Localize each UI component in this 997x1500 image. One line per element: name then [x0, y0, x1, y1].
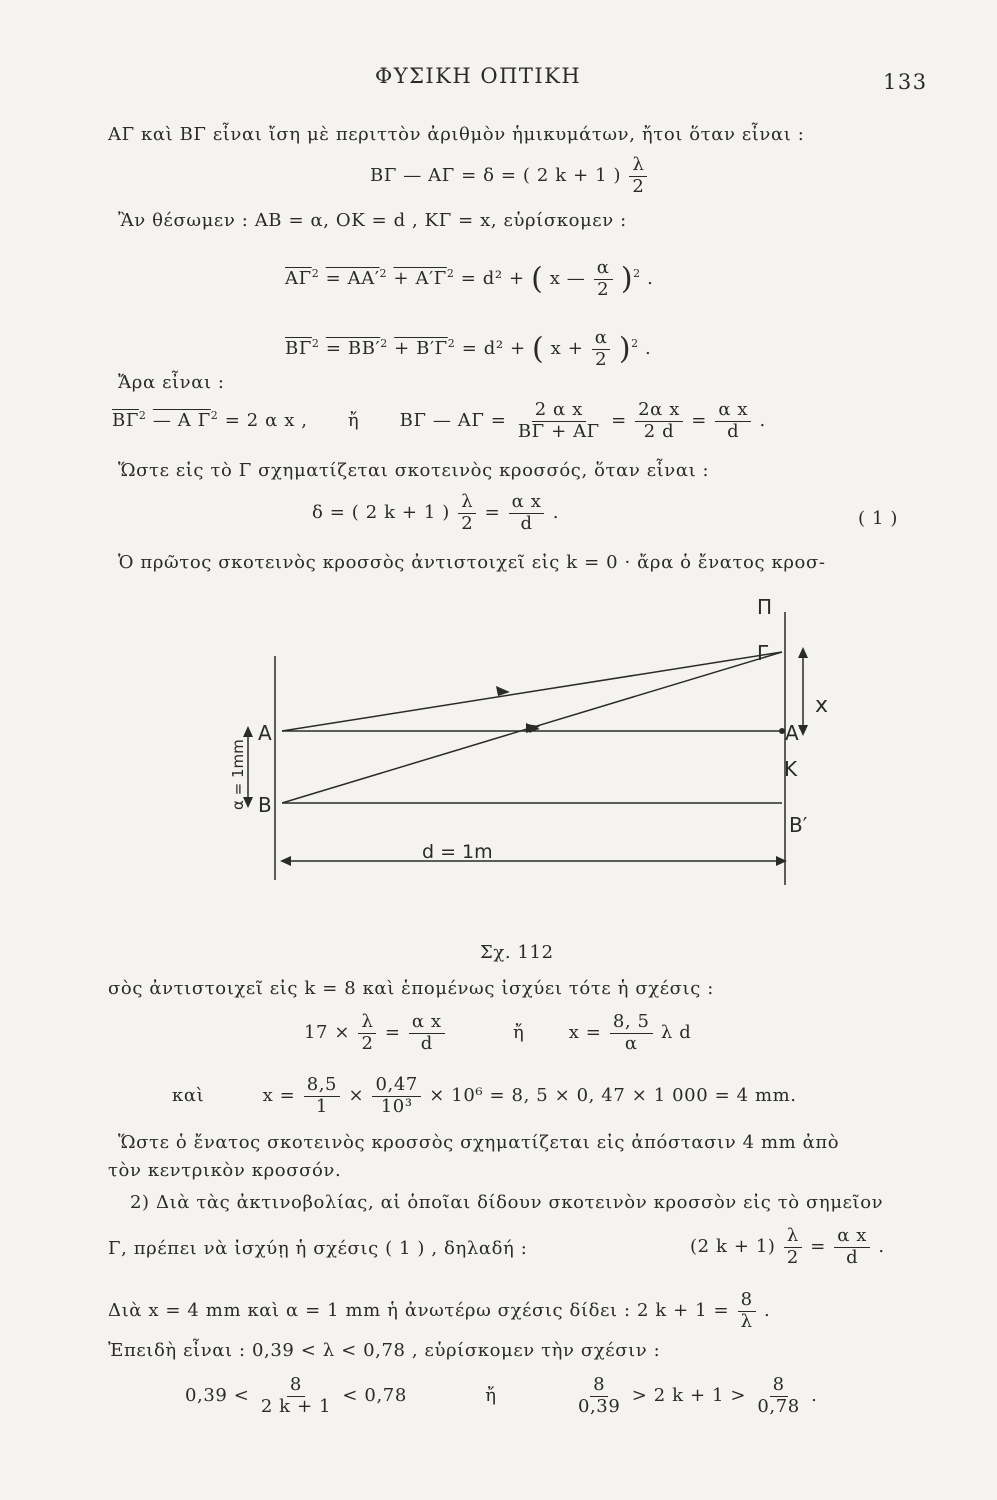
- label-a-prime: A′: [785, 721, 804, 745]
- eq-part: 17 ×: [304, 1022, 351, 1044]
- numerator: 2α x: [635, 400, 683, 422]
- numerator: 8: [287, 1375, 305, 1397]
- equation-2: $\overline{A\Gamma}^2 = AA'^2 + A'\Gamma^2 = d^2$ + ( x — $\frac{\alpha}{2}$ )$^2$ .: [285, 257, 654, 300]
- text-line: τὸν κεντρικὸν κροσσόν.: [108, 1160, 342, 1181]
- eq-part: Διὰ x = 4 mm καὶ α = 1 mm ἡ ἀνωτέρω σχέσις δίδει : 2 k + 1 =: [108, 1300, 730, 1322]
- fraction: [258, 1375, 334, 1417]
- numerator: 8: [590, 1375, 608, 1397]
- denominator: ΒΓ + ΑΓ: [517, 420, 600, 442]
- numerator: α x: [509, 492, 545, 514]
- exponent: 2: [633, 267, 641, 281]
- eq-part: $\overline{B\Gamma}$: [285, 338, 312, 360]
- eq-part: καὶ: [172, 1085, 205, 1107]
- eq-part: =: [384, 1022, 401, 1044]
- numerator: α x: [834, 1226, 870, 1248]
- denominator: d: [420, 1032, 433, 1054]
- denominator: 2 d: [643, 420, 675, 442]
- eq-part: = ΑΑ′: [325, 268, 380, 290]
- equation-7: [172, 1075, 797, 1117]
- label-alpha: α = 1mm: [229, 739, 247, 810]
- denominator: λ: [740, 1310, 753, 1332]
- eq-part: — Α Γ: [152, 410, 211, 432]
- equation-10: 0,39 < $\frac{8}{2 k + 1}$ < 0,78 ἤ $\frac{8}{0,39}$ > 2 k + 1 > $\frac{8}{0,78}$ .: [185, 1374, 818, 1417]
- numerator: λ: [629, 155, 647, 177]
- text-line: ΑΓ καὶ ΒΓ εἶναι ἴση μὲ περιττὸν ἀριθμὸν ἡμικυμάτων, ἤτοι ὅταν εἶναι :: [108, 124, 805, 145]
- eq-part: 0,39 <: [185, 1385, 250, 1407]
- eq-part: λ d: [660, 1022, 692, 1044]
- text-line: 2) Διὰ τὰς ἀκτινοβολίας, αἱ ὁποῖαι δίδουν σκοτεινὸν κροσσὸν εἰς τὸ σημεῖον: [130, 1192, 884, 1213]
- denominator: 2 k + 1: [260, 1395, 332, 1417]
- denominator: 2: [361, 1032, 374, 1054]
- eq-part: > 2 k + 1 >: [631, 1385, 747, 1407]
- numerator: λ: [458, 492, 476, 514]
- denominator: 2: [597, 278, 610, 300]
- label-x: x: [815, 693, 829, 718]
- arrowhead: [798, 647, 808, 658]
- fraction: [784, 1226, 802, 1268]
- equation-8: (2 k + 1) $\frac{\lambda}{2}$ = $\frac{\text{α x}}{d}$ .: [690, 1225, 885, 1268]
- numerator: α: [592, 328, 611, 350]
- numerator: 8, 5: [610, 1012, 653, 1034]
- label-a: A: [258, 721, 272, 745]
- eq-part: $\overline{A\Gamma}$: [285, 268, 312, 290]
- fraction: [409, 1012, 445, 1054]
- eq-part: x —: [549, 268, 586, 290]
- arrowhead: [243, 726, 253, 737]
- eq-part: x =: [262, 1085, 296, 1107]
- eq-part: < 0,78: [342, 1385, 407, 1407]
- equation-label: ( 1 ): [858, 508, 898, 529]
- eq-part: x =: [568, 1022, 602, 1044]
- fraction: [358, 1012, 376, 1054]
- fraction: [304, 1075, 340, 1117]
- text-line: Γ, πρέπει νὰ ἰσχύῃ ἡ σχέσις ( 1 ) , δηλαδή :: [108, 1238, 528, 1259]
- denominator: d: [727, 420, 740, 442]
- denominator: 0,39: [577, 1395, 621, 1417]
- label-gamma: Γ: [757, 641, 769, 665]
- eq-part: + Α′Γ: [393, 268, 447, 290]
- equation-4: $\overline{B\Gamma}^2$ — Α $\Gamma^2 = 2$ α x , ἤ ΒΓ — ΑΓ = $\frac{\text{2 α x}}{B\Gamma + A\Gamma}$ = $\frac{\text{2α x}}{2 d}$ = $\frac{\text{α x}}{d}$ .: [112, 399, 766, 442]
- numerator: 0,47: [372, 1075, 420, 1097]
- equation-3: $\overline{B\Gamma}^2 = BB'^2 + B'\Gamma^2 = d^2$ + ( x + $\frac{\alpha}{2}$ )$^2$ .: [285, 327, 652, 370]
- equation-9: Διὰ x = 4 mm καὶ α = 1 mm ἡ ἀνωτέρω σχέσις δίδει : 2 k + 1 = $\frac{8}{\lambda}$ .: [108, 1289, 771, 1332]
- text-line: Ἂν θέσωμεν : ΑΒ = α, ΟΚ = d , ΚΓ = x, εὑρίσκομεν :: [118, 210, 627, 231]
- denominator: 2: [632, 175, 645, 197]
- eq-part: = ΒΒ′: [325, 338, 381, 360]
- text-line: Ἐπειδὴ εἶναι : 0,39 < λ < 0,78 , εὑρίσκομεν τὴν σχέσιν :: [108, 1340, 661, 1361]
- label-k: K: [784, 757, 798, 781]
- eq-part: = d² +: [461, 338, 526, 360]
- denominator: α: [624, 1032, 638, 1054]
- eq-part: = 2 α x ,: [224, 410, 308, 432]
- eq-part: x +: [550, 338, 584, 360]
- eq-part: ΒΓ — ΑΓ =: [399, 410, 507, 432]
- denominator: 1: [315, 1095, 328, 1117]
- numerator: λ: [784, 1226, 802, 1248]
- denominator: 0,78: [757, 1395, 800, 1417]
- eq-part: × 10⁶ = 8, 5 × 0, 47 × 1 000 = 4 mm.: [429, 1085, 797, 1107]
- numerator: 8: [770, 1375, 788, 1397]
- fraction: [738, 1290, 756, 1332]
- label-b: B: [258, 793, 272, 817]
- denominator: 2: [461, 512, 474, 534]
- fraction: [834, 1226, 870, 1268]
- numerator: α x: [409, 1012, 445, 1034]
- denominator: 2: [595, 348, 608, 370]
- exponent: 2: [631, 337, 639, 351]
- numerator: α: [594, 258, 613, 280]
- text-line: Ὥστε ὁ ἔνατος σκοτεινὸς κροσσὸς σχηματίζεται εἰς ἀπόστασιν 4 mm ἀπὸ: [118, 1132, 840, 1153]
- numerator: λ: [358, 1012, 376, 1034]
- denominator: d: [520, 512, 533, 534]
- eq-part: ἤ: [513, 1022, 525, 1044]
- text-line: Ὁ πρῶτος σκοτεινὸς κροσσὸς ἀντιστοιχεῖ εἰς k = 0 · ἄρα ὁ ἔνατος κροσ-: [118, 552, 826, 573]
- eq-part: $\overline{B\Gamma}$: [112, 410, 139, 432]
- label-pi: Π: [757, 595, 773, 619]
- text-line: Ἄρα εἶναι :: [118, 372, 225, 393]
- eq-part: ΒΓ — ΑΓ = δ = ( 2 k + 1 ): [370, 165, 622, 187]
- fraction: [372, 1075, 420, 1117]
- eq-part: ×: [348, 1085, 365, 1107]
- figure-caption: Σχ. 112: [480, 942, 554, 963]
- fraction: [575, 1375, 623, 1417]
- equation-5: δ = ( 2 k + 1 ) $\frac{\lambda}{2}$ = $\frac{\text{α x}}{d}$ .: [312, 491, 560, 534]
- arrowhead: [280, 856, 291, 866]
- numerator: 8,5: [304, 1075, 340, 1097]
- page-title: ΦΥΣΙΚΗ ΟΠΤΙΚΗ: [375, 64, 582, 88]
- page-number: 133: [883, 70, 928, 94]
- denominator: d: [846, 1246, 859, 1268]
- text-line: Ὥστε εἰς τὸ Γ σχηματίζεται σκοτεινὸς κροσσός, ὅταν εἶναι :: [118, 460, 710, 481]
- fraction: [754, 1375, 802, 1417]
- eq-part: δ = ( 2 k + 1 ): [312, 502, 450, 524]
- numerator: 8: [738, 1290, 756, 1312]
- label-b-prime: B′: [789, 813, 808, 837]
- arrowhead: [496, 686, 510, 696]
- text-line: σὸς ἀντιστοιχεῖ εἰς k = 8 καὶ ἑπομένως ἰσχύει τότε ἡ σχέσις :: [108, 978, 714, 999]
- denominator: 10³: [380, 1095, 413, 1117]
- numerator: α x: [715, 400, 751, 422]
- label-d: d = 1m: [422, 841, 493, 863]
- eq-part: ἤ: [347, 410, 360, 432]
- equation-6: [304, 1012, 691, 1054]
- eq-part: ἤ: [485, 1385, 497, 1407]
- eq-part: (2 k + 1): [690, 1236, 776, 1258]
- eq-part: = d² +: [460, 268, 525, 290]
- eq-part: + Β′Γ: [394, 338, 448, 360]
- denominator: 2: [786, 1246, 799, 1268]
- ray-a-to-gamma: [282, 652, 782, 731]
- numerator: 2 α x: [532, 400, 586, 422]
- fraction: [610, 1012, 653, 1054]
